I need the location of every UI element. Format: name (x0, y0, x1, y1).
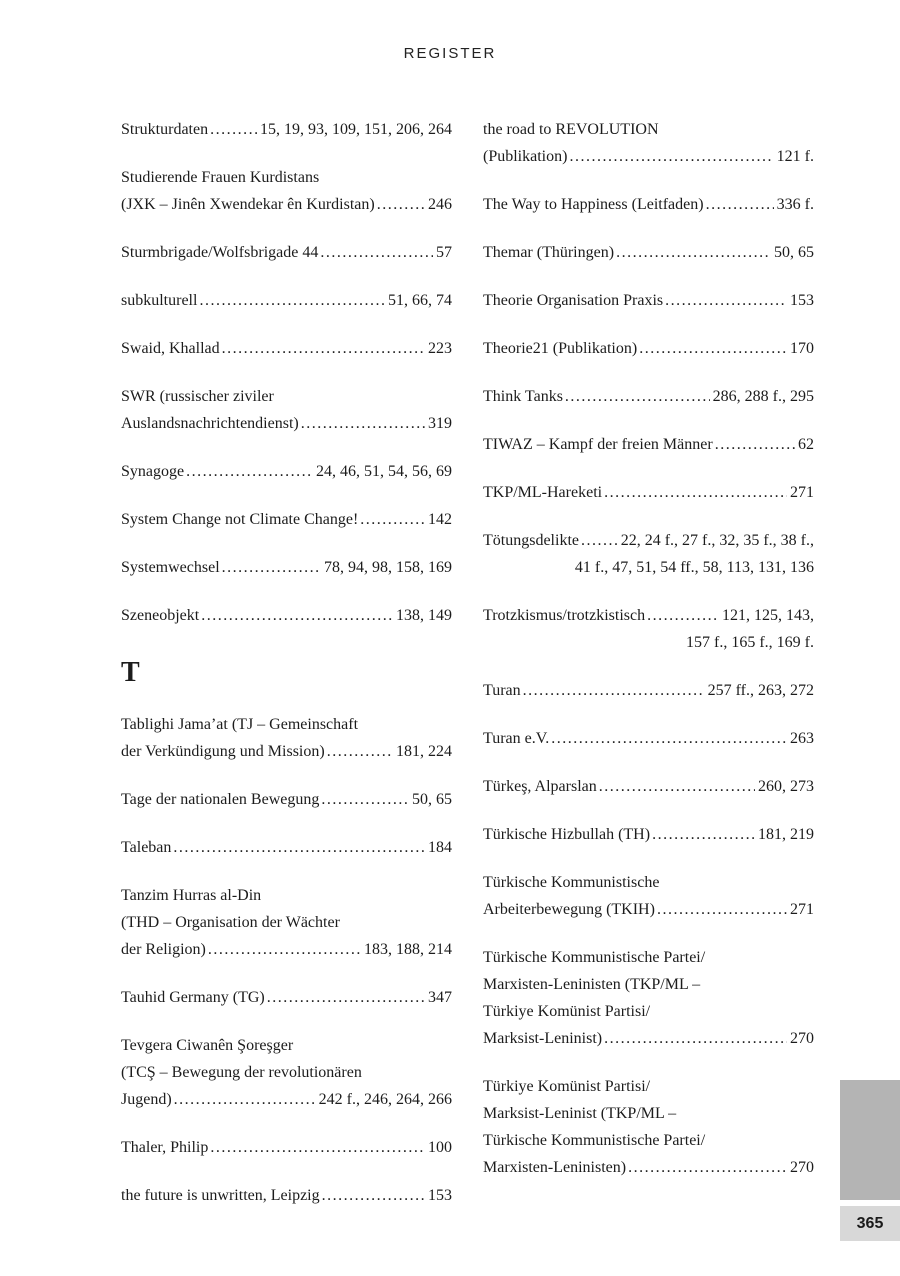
index-entry (483, 677, 814, 704)
entry-pages: 181, 224 (396, 743, 452, 760)
entry-pages: 100 (428, 1139, 452, 1156)
entry-line (483, 287, 814, 314)
entry-line (483, 896, 814, 923)
index-entry (121, 554, 452, 581)
index-entry (121, 834, 452, 861)
index-entry (483, 527, 814, 581)
entry-pages: 170 (790, 340, 814, 357)
entry-text: Sturmbrigade/Wolfsbrigade 44 (121, 244, 319, 261)
entry-text: Tage der nationalen Bewegung (121, 791, 320, 808)
index-entry (483, 821, 814, 848)
entry-line (121, 786, 452, 813)
entry-line (121, 738, 452, 765)
dot-leader (581, 527, 618, 554)
index-entry (483, 239, 814, 266)
entry-line (121, 239, 452, 266)
dot-leader (174, 1086, 316, 1113)
dot-leader (604, 1025, 787, 1052)
entry-text: Trotzkismus/trotzkistisch (483, 607, 646, 624)
index-entry (121, 786, 452, 813)
entry-pages: 270 (790, 1159, 814, 1176)
entry-text: Tevgera Ciwanên Şoreşger (121, 1037, 294, 1054)
entry-line (483, 944, 814, 971)
entry-text: Systemwechsel (121, 559, 220, 576)
dot-leader (327, 738, 393, 765)
index-entry (121, 335, 452, 362)
entry-text: (Publikation) (483, 148, 568, 165)
entry-pages: 181, 219 (758, 826, 814, 843)
entry-line (121, 458, 452, 485)
index-entry (121, 164, 452, 218)
entry-pages: 138, 149 (396, 607, 452, 624)
entry-line (121, 711, 452, 738)
dot-leader (210, 1134, 425, 1161)
dot-leader (657, 896, 787, 923)
dot-leader (715, 431, 795, 458)
entry-line (121, 1059, 452, 1086)
entry-pages: 78, 94, 98, 158, 169 (324, 559, 452, 576)
index-entry (483, 116, 814, 170)
dot-leader (222, 554, 321, 581)
entry-pages: 347 (428, 989, 452, 1006)
entry-text: der Verkündigung und Mission) (121, 743, 325, 760)
entry-line (483, 431, 814, 458)
entry-pages: 184 (428, 839, 452, 856)
dot-leader (599, 773, 755, 800)
entry-line (121, 1134, 452, 1161)
entry-text: subkulturell (121, 292, 198, 309)
entry-line (483, 821, 814, 848)
entry-line (483, 554, 814, 581)
entry-text: Marxisten-Leninisten (TKP/ML – (483, 976, 701, 993)
entry-text: Türkiye Komünist Partisi/ (483, 1003, 651, 1020)
entry-line (483, 479, 814, 506)
entry-text: Thaler, Philip (121, 1139, 209, 1156)
index-entry (483, 773, 814, 800)
entry-line (483, 1025, 814, 1052)
entry-line (483, 629, 814, 656)
entry-text: Theorie21 (Publikation) (483, 340, 638, 357)
entry-line (483, 677, 814, 704)
index-entry (483, 725, 814, 752)
entry-text: TIWAZ – Kampf der freien Männer (483, 436, 713, 453)
entry-line (121, 1086, 452, 1113)
dot-leader (320, 239, 433, 266)
entry-text: Türkische Kommunistische (483, 874, 660, 891)
entry-pages: 41 f., 47, 51, 54 ff., 58, 113, 131, 136 (574, 559, 814, 576)
entry-text: Szeneobjekt (121, 607, 200, 624)
entry-line (483, 602, 814, 629)
entry-line (121, 1182, 452, 1209)
entry-line (483, 869, 814, 896)
entry-text: Marxisten-Leninisten) (483, 1159, 627, 1176)
index-entry (121, 287, 452, 314)
dot-leader (360, 506, 425, 533)
entry-line (483, 383, 814, 410)
index-entry (483, 383, 814, 410)
index-entry (121, 116, 452, 143)
entry-line (121, 834, 452, 861)
entry-text: Tötungsdelikte (483, 532, 579, 549)
entry-line (121, 936, 452, 963)
entry-pages: 246 (428, 196, 452, 213)
entry-text: System Change not Climate Change! (121, 511, 359, 528)
entry-pages: 271 (790, 484, 814, 501)
entry-text: Taleban (121, 839, 172, 856)
dot-leader (551, 725, 787, 752)
index-entry (121, 1032, 452, 1113)
entry-text: Arbeiterbewegung (TKIH) (483, 901, 655, 918)
dot-leader (199, 287, 385, 314)
dot-leader (267, 984, 425, 1011)
entry-text: der Religion) (121, 941, 206, 958)
entry-pages: 121 f. (776, 148, 814, 165)
entry-line (121, 287, 452, 314)
entry-pages: 50, 65 (774, 244, 814, 261)
entry-line (121, 116, 452, 143)
entry-text: Auslandsnachrichtendienst) (121, 415, 299, 432)
entry-pages: 15, 19, 93, 109, 151, 206, 264 (260, 121, 452, 138)
dot-leader (652, 821, 755, 848)
index-entry (483, 287, 814, 314)
entry-pages: 286, 288 f., 295 (712, 388, 814, 405)
entry-text: (THD – Organisation der Wächter (121, 914, 340, 931)
index-entry (483, 191, 814, 218)
entry-text: Strukturdaten (121, 121, 209, 138)
entry-text: the future is unwritten, Leipzig (121, 1187, 320, 1204)
index-entry (483, 869, 814, 923)
entry-pages: 319 (428, 415, 452, 432)
index-column-left (121, 116, 452, 1230)
dot-leader (569, 143, 773, 170)
index-entry (121, 239, 452, 266)
entry-pages: 157 f., 165 f., 169 f. (686, 634, 814, 651)
entry-text: Türkische Kommunistische Partei/ (483, 949, 706, 966)
entry-text: Tauhid Germany (TG) (121, 989, 265, 1006)
entry-pages: 153 (428, 1187, 452, 1204)
page-number-box (840, 1206, 900, 1241)
entry-text: (JXK – Jinên Xwendekar ên Kurdistan) (121, 196, 375, 213)
entry-pages: 153 (790, 292, 814, 309)
entry-pages: 223 (428, 340, 452, 357)
entry-pages: 62 (798, 436, 814, 453)
entry-text: Synagoge (121, 463, 185, 480)
entry-line (483, 1127, 814, 1154)
index-entry (121, 506, 452, 533)
entry-text: Marksist-Leninist (TKP/ML – (483, 1105, 677, 1122)
dot-leader (321, 786, 409, 813)
dot-leader (523, 677, 705, 704)
entry-text: Themar (Thüringen) (483, 244, 615, 261)
entry-line (121, 602, 452, 629)
index-entry (121, 1134, 452, 1161)
entry-text: Türkische Hizbullah (TH) (483, 826, 651, 843)
entry-pages: 336 f. (776, 196, 814, 213)
entry-line (121, 909, 452, 936)
index-entry (483, 1073, 814, 1181)
entry-line (121, 554, 452, 581)
entry-text: Turan (483, 682, 521, 699)
entry-line (121, 984, 452, 1011)
entry-text: Tablighi Jama’at (TJ – Gemeinschaft (121, 716, 359, 733)
entry-text: SWR (russischer ziviler (121, 388, 274, 405)
index-entry (121, 383, 452, 437)
index-entry (121, 984, 452, 1011)
index-entry (121, 882, 452, 963)
entry-pages: 257 ff., 263, 272 (707, 682, 814, 699)
entry-text: Think Tanks (483, 388, 563, 405)
entry-line (483, 191, 814, 218)
entry-line (483, 1154, 814, 1181)
entry-line (121, 164, 452, 191)
page-number: 365 (856, 1214, 884, 1232)
entry-line (483, 725, 814, 752)
entry-line (121, 506, 452, 533)
entry-pages: 242 f., 246, 264, 266 (318, 1091, 452, 1108)
entry-text: The Way to Happiness (Leitfaden) (483, 196, 704, 213)
entry-line (121, 882, 452, 909)
thumb-tab (840, 1080, 900, 1200)
index-entry (483, 335, 814, 362)
entry-line (483, 773, 814, 800)
entry-text: Studierende Frauen Kurdistans (121, 169, 320, 186)
entry-pages: 260, 273 (758, 778, 814, 795)
entry-line (483, 527, 814, 554)
entry-line (483, 143, 814, 170)
dot-leader (565, 383, 710, 410)
entry-text: Turan e.V. (483, 730, 550, 747)
entry-pages: 57 (436, 244, 452, 261)
entry-pages: 51, 66, 74 (388, 292, 452, 309)
dot-leader (322, 1182, 425, 1209)
entry-line (483, 335, 814, 362)
dot-leader (222, 335, 425, 362)
dot-leader (706, 191, 774, 218)
index-entry (121, 602, 452, 629)
entry-text: TKP/ML-Hareketi (483, 484, 603, 501)
index-entry (121, 1182, 452, 1209)
entry-text: (TCŞ – Bewegung der revolutionären (121, 1064, 362, 1081)
dot-leader (186, 458, 313, 485)
entry-pages: 271 (790, 901, 814, 918)
dot-leader (201, 602, 393, 629)
entry-pages: 22, 24 f., 27 f., 32, 35 f., 38 f., (620, 532, 814, 549)
entry-pages: 24, 46, 51, 54, 56, 69 (316, 463, 452, 480)
entry-text: Tanzim Hurras al-Din (121, 887, 262, 904)
entry-text: Theorie Organisation Praxis (483, 292, 664, 309)
entry-line (121, 383, 452, 410)
page-header: REGISTER (403, 45, 497, 62)
entry-text: Swaid, Khallad (121, 340, 220, 357)
index-entry (483, 431, 814, 458)
dot-leader (208, 936, 361, 963)
dot-leader (616, 239, 771, 266)
entry-line (483, 1073, 814, 1100)
entry-line (483, 971, 814, 998)
index-column-right (483, 116, 814, 1202)
dot-leader (301, 410, 425, 437)
entry-line (121, 1032, 452, 1059)
entry-text: the road to REVOLUTION (483, 121, 659, 138)
entry-line (121, 410, 452, 437)
index-entry (483, 944, 814, 1052)
entry-pages: 183, 188, 214 (364, 941, 452, 958)
entry-pages: 50, 65 (412, 791, 452, 808)
entry-line (483, 116, 814, 143)
index-entry (121, 711, 452, 765)
entry-line (483, 998, 814, 1025)
entry-text: Türkische Kommunistische Partei/ (483, 1132, 706, 1149)
entry-pages: 142 (428, 511, 452, 528)
entry-pages: 121, 125, 143, (722, 607, 814, 624)
index-entry (483, 602, 814, 656)
entry-text: Türkeş, Alparslan (483, 778, 597, 795)
dot-leader (210, 116, 257, 143)
entry-line (483, 1100, 814, 1127)
dot-leader (647, 602, 719, 629)
dot-leader (377, 191, 425, 218)
dot-leader (639, 335, 787, 362)
dot-leader (628, 1154, 787, 1181)
entry-text: Jugend) (121, 1091, 172, 1108)
entry-line (121, 191, 452, 218)
index-entry (121, 458, 452, 485)
entry-text: Marksist-Leninist) (483, 1030, 603, 1047)
section-heading: T (121, 657, 140, 688)
entry-line (121, 335, 452, 362)
entry-line (483, 239, 814, 266)
index-entry (483, 479, 814, 506)
entry-text: Türkiye Komünist Partisi/ (483, 1078, 651, 1095)
dot-leader (604, 479, 787, 506)
entry-pages: 263 (790, 730, 814, 747)
dot-leader (173, 834, 425, 861)
entry-pages: 270 (790, 1030, 814, 1047)
dot-leader (665, 287, 787, 314)
